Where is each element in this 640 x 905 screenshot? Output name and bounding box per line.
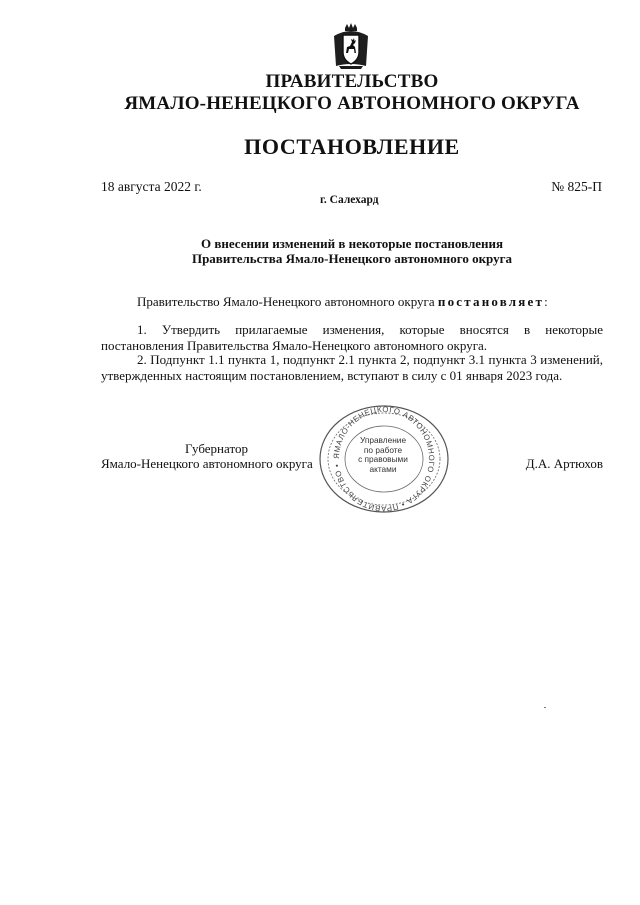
coat-of-arms-icon <box>330 22 372 70</box>
subject-line-2: Правительства Ямало-Ненецкого автономного округа <box>191 251 513 266</box>
preamble-colon: : <box>544 294 548 309</box>
scan-speck <box>544 707 546 708</box>
stamp-inner-line-2: по работе <box>363 444 403 455</box>
document-date: 18 августа 2022 г. <box>101 179 202 194</box>
stamp-inner-line-3: с правовыми <box>358 454 408 465</box>
paragraph-2: 2. Подпункт 1.1 пункта 1, подпункт 2.1 пункта 2, подпункт 3.1 пункта 3 изменений, утвержденных настоящим постановлением, вступают в силу с 01 января 2023 года. <box>101 352 603 383</box>
government-title: ПРАВИТЕЛЬСТВО <box>265 71 439 92</box>
paragraph-1: 1. Утвердить прилагаемые изменения, которые вносятся в некоторые постановления Правительства Ямало-Ненецкого автономного округа. <box>101 322 603 353</box>
signer-position-org: Ямало-Ненецкого автономного округа <box>101 456 313 471</box>
document-city: г. Салехард <box>320 194 379 206</box>
region-title: ЯМАЛО-НЕНЕЦКОГО АВТОНОМНОГО ОКРУГА <box>124 93 580 114</box>
signer-position-title: Губернатор <box>185 441 248 456</box>
preamble-resolves: постановляет <box>437 294 545 309</box>
stamp-ring-text: ЯМАЛО-НЕНЕЦКОГО АВТОНОМНОГО ОКРУГА • ПРАВИТЕЛЬСТВО • <box>331 404 437 514</box>
stamp-inner-line-1: Управление <box>359 435 407 445</box>
preamble-text: Правительство Ямало-Ненецкого автономного округа <box>137 294 438 309</box>
document-type-heading: ПОСТАНОВЛЕНИЕ <box>244 134 460 159</box>
stamp-inner-text <box>354 436 412 474</box>
document-number: № 825-П <box>551 179 602 194</box>
preamble <box>137 294 548 310</box>
subject-line-1: О внесении изменений в некоторые постановления <box>200 236 504 251</box>
stamp-inner-line-4: актами <box>369 463 397 474</box>
signer-name: Д.А. Артюхов <box>525 456 603 471</box>
